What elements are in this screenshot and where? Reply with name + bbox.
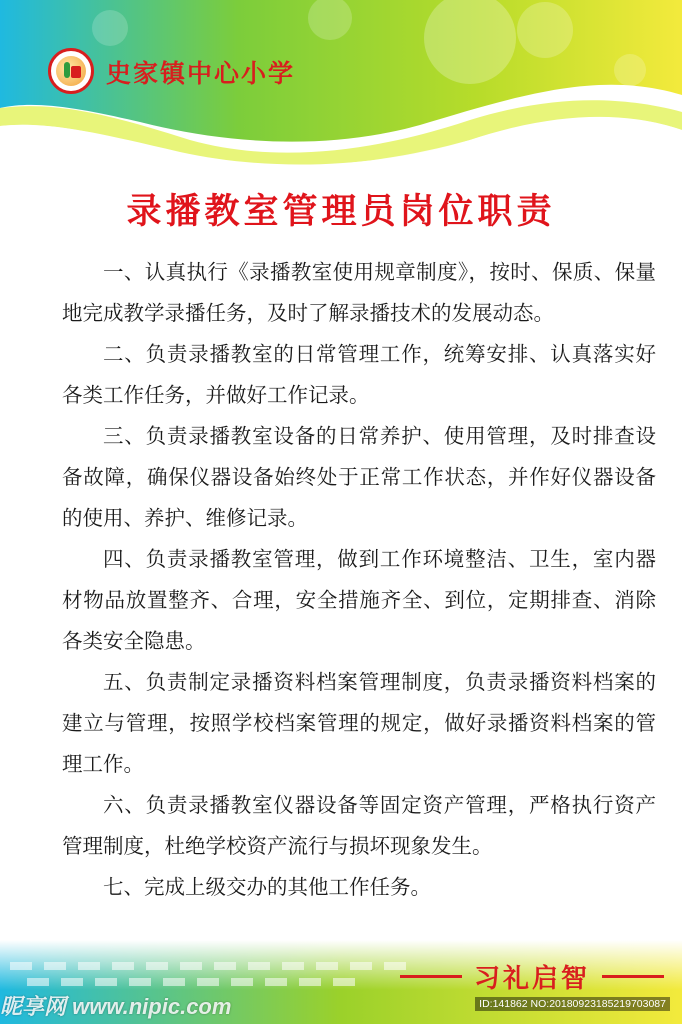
header-banner	[0, 0, 682, 175]
duty-paragraph-6: 六、负责录播教室仪器设备等固定资产管理，严格执行资产管理制度，杜绝学校资产流行与损坏现象发生。	[62, 793, 656, 858]
duty-paragraph-3: 三、负责录播教室设备的日常养护、使用管理，及时排查设备故障，确保仪器设备始终处于正常工作状态，并作好仪器设备的使用、养护、维修记录。	[62, 424, 656, 530]
duty-paragraph-4: 四、负责录播教室管理，做到工作环境整洁、卫生，室内器材物品放置整齐、合理，安全措施齐全、到位，定期排查、消除各类安全隐患。	[62, 547, 656, 653]
duty-paragraph-2: 二、负责录播教室的日常管理工作，统筹安排、认真落实好各类工作任务，并做好工作记录。	[62, 342, 656, 407]
banner-background	[0, 0, 682, 175]
page-title: 录播教室管理员岗位职责	[126, 191, 556, 232]
duty-paragraph-5: 五、负责制定录播资料档案管理制度，负责录播资料档案的建立与管理，按照学校档案管理的规定，做好录播资料档案的管理工作。	[62, 670, 656, 776]
duty-paragraph-1: 一、认真执行《录播教室使用规章制度》，按时、保质、保量地完成教学录播任务，及时了解录播技术的发展动态。	[62, 260, 656, 325]
motto-block	[400, 958, 664, 995]
watermark: 昵享网 www.nipic.com	[0, 994, 232, 1019]
school-name: 史家镇中心小学	[106, 59, 296, 88]
logo-emblem-icon	[56, 56, 86, 86]
motto-divider-right	[602, 975, 664, 978]
motto-divider-left	[400, 975, 462, 978]
school-motto: 习礼启智	[473, 964, 590, 994]
school-logo	[48, 48, 94, 94]
duty-paragraph-7: 七、完成上级交办的其他工作任务。	[103, 875, 431, 899]
duty-list	[62, 252, 656, 908]
image-id-stamp: ID:141862 NO:20180923185219703087	[475, 997, 670, 1011]
